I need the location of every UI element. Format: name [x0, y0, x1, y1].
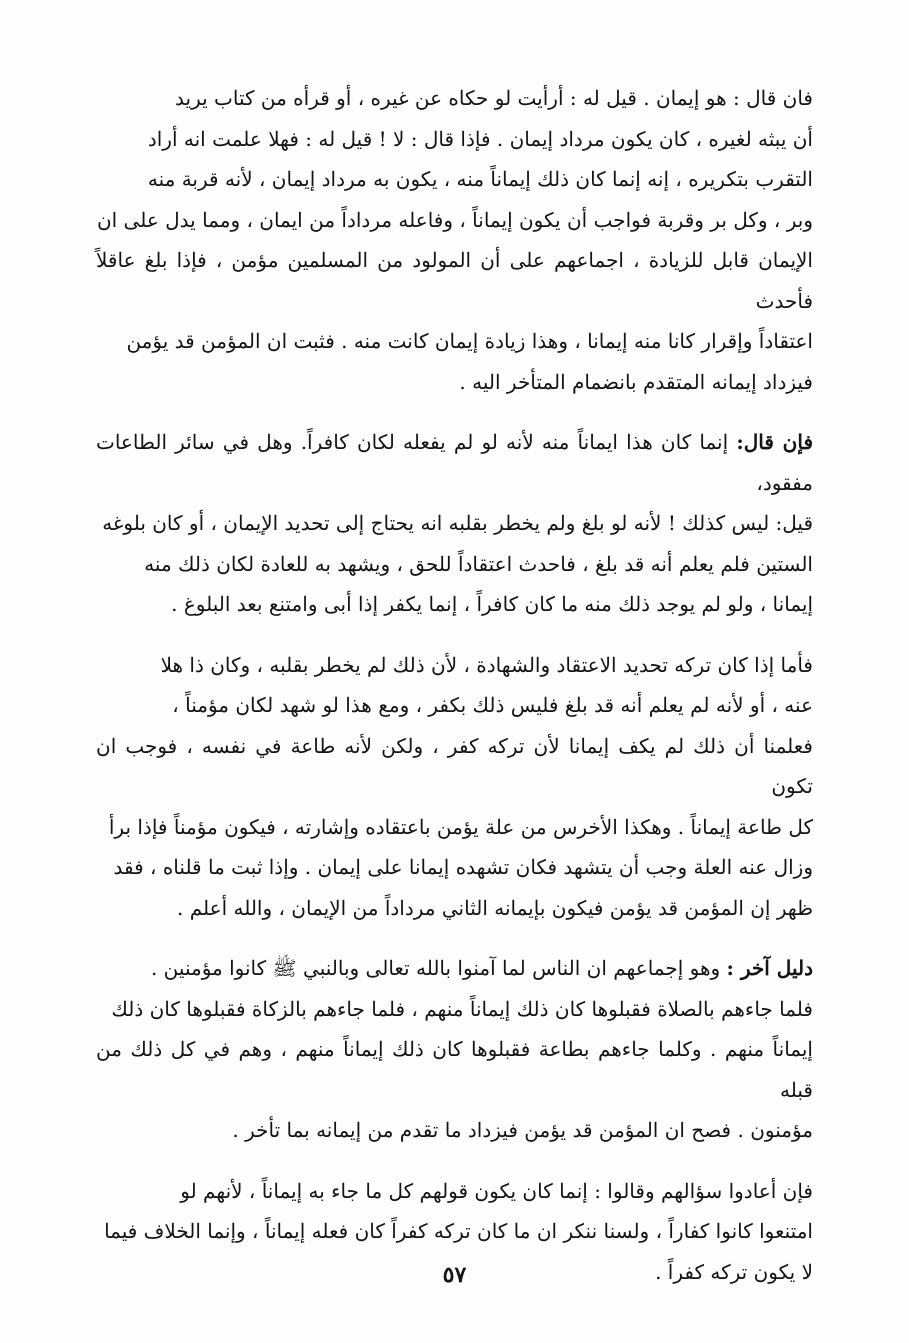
text-line: الإيمان قابل للزيادة ، اجماعهم على أن المولود من المسلمين مؤمن ، فإذا بلغ عاقلاً فأحدث [96, 248, 813, 313]
text-line: قيل: ليس كذلك ! لأنه لو بلغ ولم يخطر بقلبه انه يحتاج إلى تحديد الإيمان ، أو كان بلوغه [102, 511, 813, 535]
paragraph-2 [96, 422, 813, 625]
text-line [96, 948, 813, 989]
text-line [96, 422, 813, 503]
text-line: ظهر إن المؤمن قد يؤمن فيكون بإيمانه الثاني مرداداً من الإيمان ، والله أعلم . [176, 895, 813, 920]
text-line: إيماناً منهم . وكلما جاءهم بطاعة فقبلوها كان ذلك إيماناً منهم ، وهم في كل ذلك من قبله [96, 1037, 813, 1102]
text-line: فان قال : هو إيمان . قيل له : أرأيت لو حكاه عن غيره ، أو قرأه من كتاب يريد [175, 86, 813, 110]
text-line: اعتقاداً وإقرار كانا منه إيمانا ، وهذا زيادة إيمان كانت منه . فثبت ان المؤمن قد يؤمن [126, 329, 813, 353]
text-line: إيمانا ، ولو لم يوجد ذلك منه ما كان كافراً ، إنما يكفر إذا أبى وامتنع بعد البلوغ . [171, 592, 813, 616]
text-line: لا يكون تركه كفراً . [655, 1259, 813, 1284]
paragraph-1 [96, 78, 813, 402]
text-line: فيزداد إيمانه المتقدم بانضمام المتأخر اليه . [459, 369, 813, 394]
text-line: فإن أعادوا سؤالهم وقالوا : إنما كان يكون قولهم كل ما جاء به إيماناً ، لأنهم لو [180, 1178, 813, 1203]
text-line-content: إنما كان هذا ايماناً منه لأنه لو لم يفعله لكان كافراً. وهل في سائر الطاعات مفقود، [96, 430, 813, 495]
text-line: فعلمنا أن ذلك لم يكف إيمانا لأن تركه كفر ، ولكن لأنه طاعة في نفسه ، فوجب ان تكون [96, 733, 813, 798]
text-line: فلما جاءهم بالصلاة فقبلوها كان ذلك إيماناً منهم ، فلما جاءهم بالزكاة فقبلوها كان ذلك [111, 996, 813, 1021]
page-body [96, 78, 813, 1292]
page-number: ٥٧ [442, 1262, 467, 1288]
text-line: أن يبثه لغيره ، كان يكون مرداد إيمان . فإذا قال : لا ! قيل له : فهلا علمت انه أراد [147, 126, 813, 151]
text-line-content: وهو إجماعهم ان الناس لما آمنوا بالله تعالى وبالنبي ﷺ كانوا مؤمنين . [150, 956, 721, 980]
text-line: التقرب بتكريره ، إنه إنما كان ذلك إيماناً منه ، يكون به مرداد إيمان ، لأنه قربة منه [147, 167, 813, 191]
text-line: عنه ، أو لأنه لم يعلم أنه قد بلغ فليس ذلك بكفر ، ومع هذا لو شهد لكان مؤمناً ، [172, 693, 813, 717]
text-line: مؤمنون . فصح ان المؤمن قد يؤمن فيزداد ما تقدم من إيمانه بما تأخر . [232, 1118, 813, 1142]
text-line: امتنعوا كانوا كفاراً ، ولسنا ننكر ان ما كان تركه كفراً كان فعله إيماناً ، وإنما الخلاف فيما [104, 1219, 813, 1243]
text-line: فأما إذا كان تركه تحديد الاعتقاد والشهادة ، لأن ذلك لم يخطر بقلبه ، وكان ذا هلا [160, 652, 813, 677]
text-line: كل طاعة إيماناً . وهكذا الأخرس من علة يؤمن باعتقاده وإشارته ، فيكون مؤمناً فإذا برأ [108, 814, 813, 839]
paragraph-3 [96, 645, 813, 929]
paragraph-4 [96, 948, 813, 1151]
text-line: وزال عنه العلة وجب أن يتشهد فكان تشهده إيمانا على إيمان . وإذا ثبت ما قلناه ، فقد [113, 855, 813, 879]
paragraph-lead: فإن قال: [736, 430, 814, 454]
text-line: وبر ، وكل بر وقربة فواجب أن يكون إيماناً ، وفاعله مرداداً من ايمان ، ومما يدل على ان [96, 207, 813, 232]
text-line: الستين فلم يعلم أنه قد بلغ ، فاحدث اعتقاداً للحق ، ويشهد به للعادة لكان ذلك منه [144, 551, 813, 576]
paragraph-lead: دليل آخر : [726, 956, 813, 980]
